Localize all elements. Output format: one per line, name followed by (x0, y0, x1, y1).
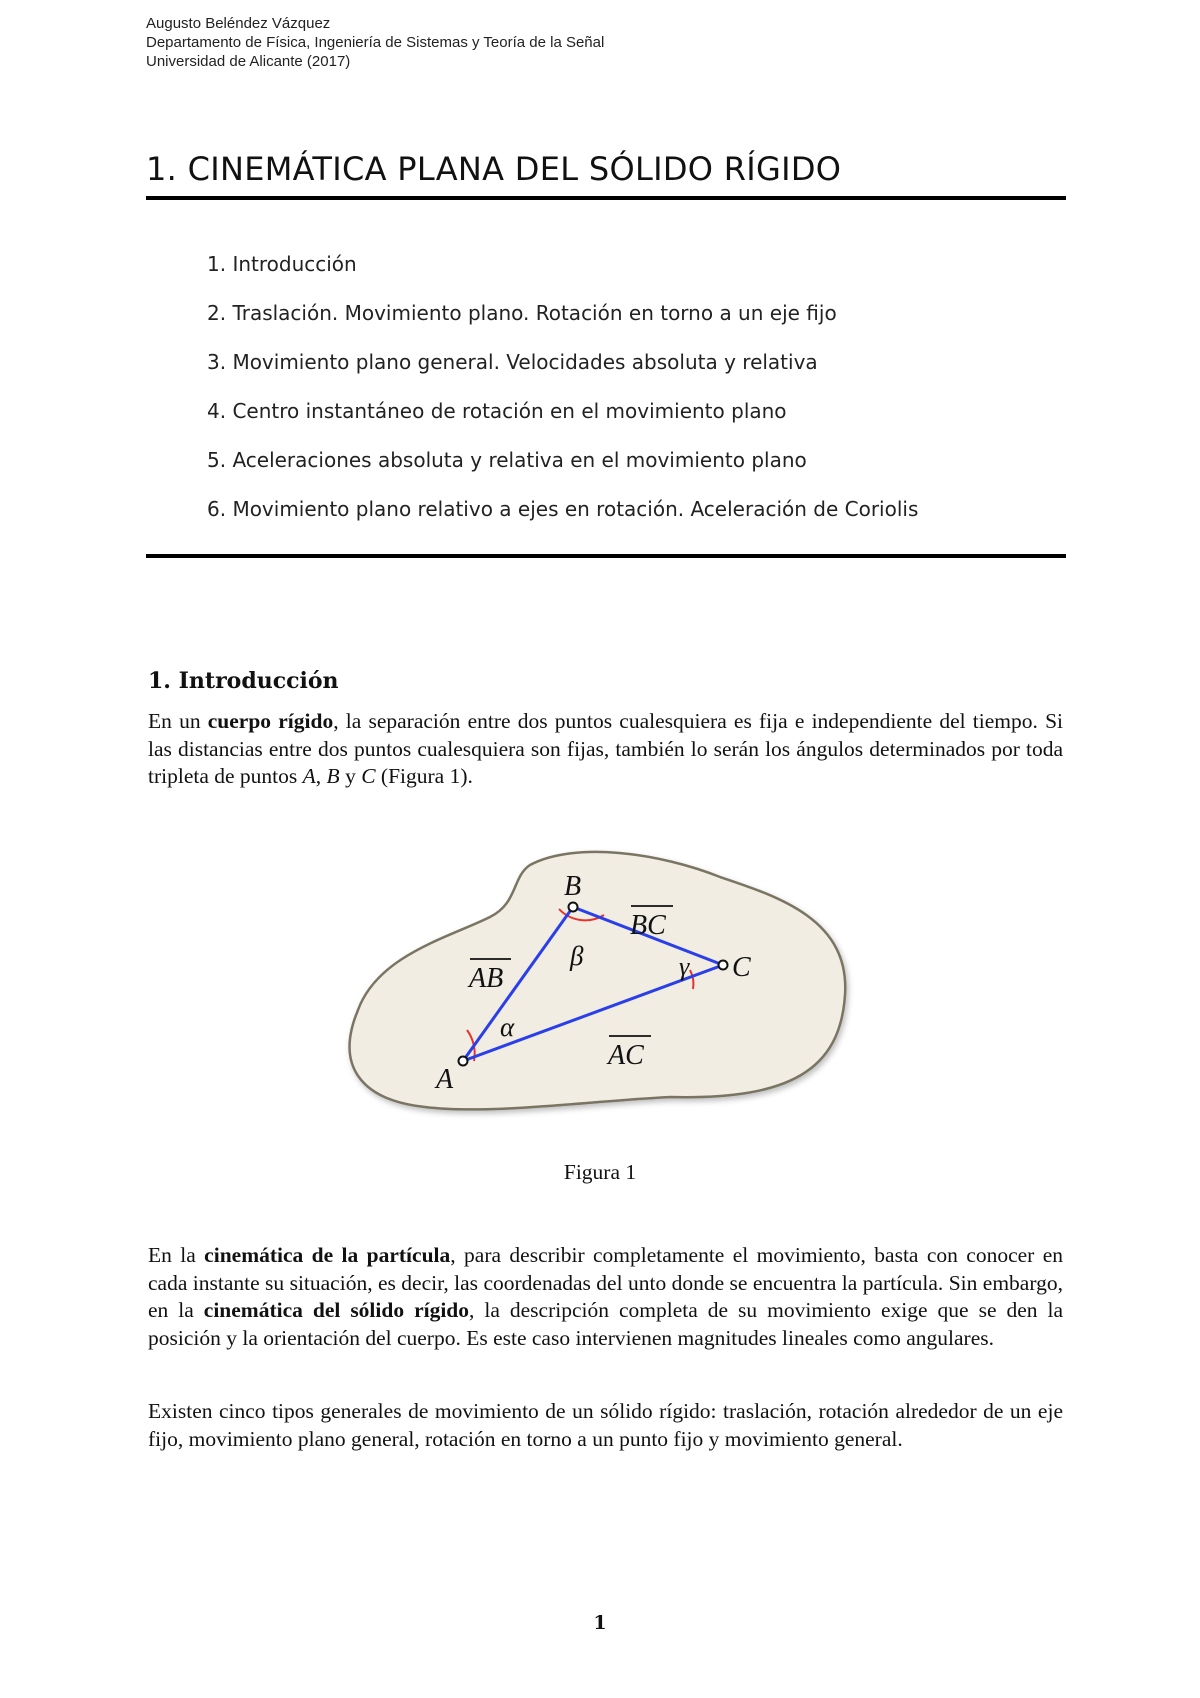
point-b-ref: B (326, 764, 340, 788)
title-rule (146, 196, 1066, 200)
label-beta: β (570, 941, 584, 971)
section-heading: 1. Introducción (148, 668, 339, 694)
label-ac: AC (608, 1040, 644, 1071)
point-c-marker (719, 961, 728, 970)
term-rigid-body: cuerpo rígido (207, 709, 334, 733)
toc-rule (146, 554, 1066, 558)
term-rigid-kinematics: cinemática del sólido rígido (203, 1298, 470, 1322)
label-bc: BC (630, 910, 666, 941)
rigid-body-shape (350, 852, 846, 1110)
point-a-ref: A (302, 764, 316, 788)
toc-item: 1. Introducción (207, 252, 357, 276)
header-author: Augusto Beléndez Vázquez (146, 15, 331, 32)
point-a-marker (459, 1057, 468, 1066)
figure-rigid-body (340, 845, 860, 1150)
paragraph-motion-types: Existen cinco tipos generales de movimiento de un sólido rígido: traslación, rotación alrededor de un eje fijo, movimiento plano general, rotación en torno a un punto fijo y movimiento general. (148, 1399, 1063, 1451)
text-run: , la descripción completa de su movimiento exige que se den la posición y la orientación del cuerpo. Es este caso intervienen magnitudes lineales como angulares. (148, 1298, 1064, 1350)
point-c-ref: C (361, 764, 376, 788)
label-gamma: γ (679, 952, 690, 981)
toc-item: 6. Movimiento plano relativo a ejes en rotación. Aceleración de Coriolis (207, 497, 919, 521)
label-b: B (564, 871, 582, 902)
label-c: C (732, 952, 751, 983)
text-run: (Figura 1). (375, 764, 473, 788)
toc-item: 5. Aceleraciones absoluta y relativa en el movimiento plano (207, 448, 807, 472)
text-run: , (315, 764, 327, 788)
label-alpha: α (500, 1012, 515, 1042)
toc-item: 2. Traslación. Movimiento plano. Rotación en torno a un eje fijo (207, 301, 837, 325)
header-university: Universidad de Alicante (2017) (146, 53, 351, 70)
table-of-contents (207, 252, 918, 546)
text-run: En la (148, 1243, 205, 1267)
page-number: 1 (593, 1612, 607, 1634)
label-a: A (436, 1064, 454, 1095)
term-particle-kinematics: cinemática de la partícula (204, 1243, 451, 1267)
rigid-body-diagram (340, 845, 860, 1145)
paragraph-kinematics (148, 1242, 1063, 1352)
header-department: Departamento de Física, Ingeniería de Sistemas y Teoría de la Señal (146, 34, 605, 51)
text-run: y (339, 764, 362, 788)
text-run: En un (148, 709, 208, 733)
point-b-marker (569, 903, 578, 912)
text-run: , la separación entre dos puntos cualesquiera es fija e independiente del tiempo. Si las distancias entre dos puntos cualesquiera son fijas, también lo serán los ángulos determinados por toda tripleta de puntos (148, 709, 1064, 788)
toc-item: 3. Movimiento plano general. Velocidades absoluta y relativa (207, 350, 818, 374)
text-run: , para describir completamente el movimiento, basta con conocer en cada instante su situación, es decir, las coordenadas del unto donde se encuentra la partícula. Sin embargo, en la (148, 1243, 1063, 1322)
chapter-title: 1. CINEMÁTICA PLANA DEL SÓLIDO RÍGIDO (146, 150, 842, 188)
figure-caption: Figura 1 (563, 1160, 637, 1184)
paragraph-intro (148, 708, 1063, 791)
label-ab: AB (469, 963, 504, 994)
document-header (146, 14, 604, 71)
toc-item: 4. Centro instantáneo de rotación en el movimiento plano (207, 399, 787, 423)
